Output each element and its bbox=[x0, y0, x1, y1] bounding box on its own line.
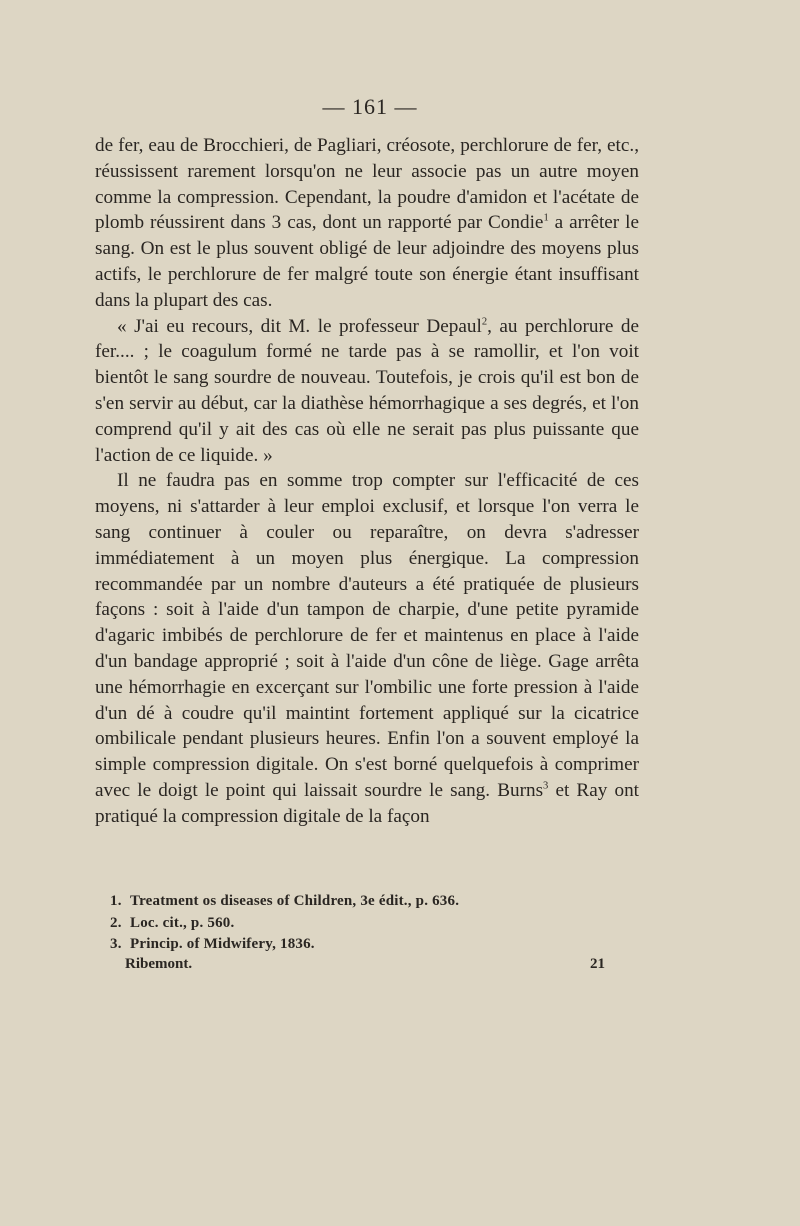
paragraph-1-text-a: de fer, eau de Brocchieri, de Pagliari, créosote, perchlorure de fer, etc., réussissent rarement lorsqu'on ne leur associe pas un autre moyen comme la compression. Cependant, la poudre d'amidon et l'acétate de plomb réussirent dans 3 cas, dont un rapporté par Condie bbox=[95, 135, 639, 234]
page-number: — 161 — bbox=[322, 94, 418, 119]
footnote-number: 3. bbox=[110, 936, 122, 952]
footnote-1 bbox=[110, 891, 630, 913]
footnote-text: Loc. cit., p. 560. bbox=[130, 914, 235, 931]
footnote-number: 2. bbox=[110, 914, 122, 931]
footnote-number: 1. bbox=[110, 893, 122, 909]
paragraph-3-text-b: et Ray ont pratiqué la compression digitale de la façon bbox=[95, 779, 639, 827]
footnotes bbox=[110, 891, 630, 956]
footnote-3 bbox=[110, 934, 630, 956]
paragraph-2-text-b: , au perchlorure de fer.... ; le coagulum formé ne tarde pas à se ramollir, et l'on voit bientôt le sang sourdre de nouveau. Toutefois, je crois qu'il est bon de s'en servir au début, car la diathèse hémorrhagique a ses degrés, et l'on comprend qu'il y ait des cas où elle ne serait pas plus puissante que l'action de ce liquide. » bbox=[95, 315, 639, 466]
paragraph-1-text-b: a arrêter le sang. On est le plus souvent obligé de leur adjoindre des moyens plus actifs, le perchlorure de fer malgré toute son énergie étant insuffisant dans la plupart des cas. bbox=[95, 212, 639, 311]
paragraph-1 bbox=[95, 133, 639, 314]
printer-signature-author: Ribemont. bbox=[125, 956, 193, 972]
paragraph-2-text-a: « J'ai eu recours, dit M. le professeur Depaul bbox=[117, 315, 482, 337]
paragraph-3 bbox=[95, 468, 639, 829]
footnote-ref-1: 1 bbox=[543, 213, 549, 224]
footnote-ref-2: 2 bbox=[481, 316, 488, 328]
footnote-ref-3: 3 bbox=[543, 780, 549, 792]
paragraph-2 bbox=[95, 314, 639, 469]
footnote-text: Treatment os diseases of Children, 3e édit., p. 636. bbox=[130, 893, 460, 909]
footnote-text: Princip. of Midwifery, 1836. bbox=[130, 936, 315, 952]
body-text bbox=[95, 133, 639, 830]
paragraph-3-text-a: Il ne faudra pas en somme trop compter sur l'efficacité de ces moyens, ni s'attarder à leur emploi exclusif, et lorsque l'on verra le sang continuer à couler ou reparaître, on devra s'adresser immédiatement à un moyen plus énergique. La compression recommandée par un nombre d'auteurs a été pratiquée de plusieurs façons : soit à l'aide d'un tampon de charpie, d'une petite pyramide d'agaric imbibés de perchlorure de fer et maintenus en place à l'aide d'un bandage approprié ; soit à l'aide d'un cône de liège. Gage arrêta une hémorrhagie en excerçant sur l'ombilic une forte pression à l'aide d'un dé à coudre qu'il maintint fortement appliqué sur la cicatrice ombilicale pendant plusieurs heures. Enfin l'on a souvent employé la simple compression digitale. On s'est borné quelquefois à comprimer avec le doigt le point qui laissait sourdre le sang. Burns bbox=[95, 470, 639, 801]
footnote-2 bbox=[110, 913, 630, 935]
signature-sheet-number: 21 bbox=[590, 956, 605, 972]
